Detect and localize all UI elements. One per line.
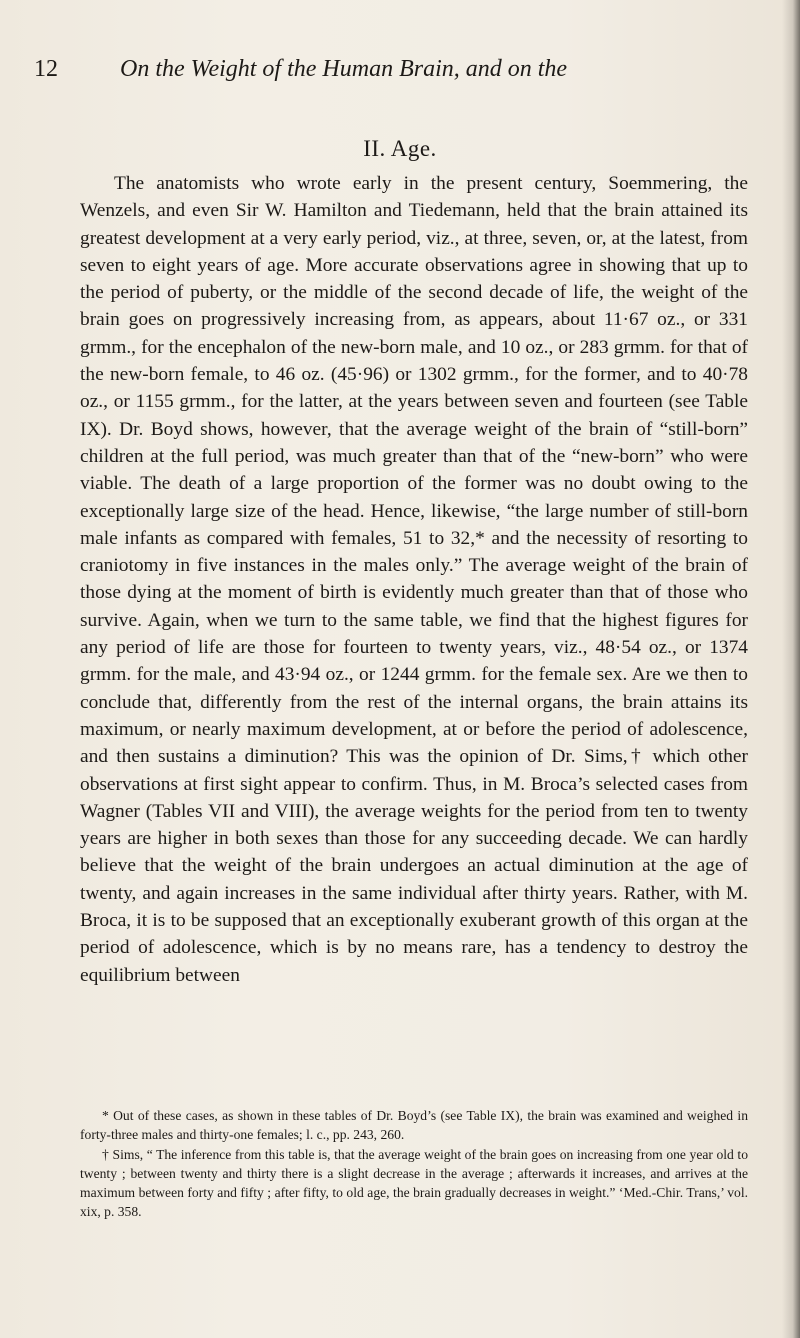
body-text [80, 170, 748, 989]
footnote-asterisk: * Out of these cases, as shown in these tables of Dr. Boyd’s (see Table IX), the brain was examined and weighed in forty-three males and thirty-one females; l. c., pp. 243, 260. [80, 1108, 748, 1143]
section-heading: II. Age. [363, 136, 437, 161]
footnote-dagger: † Sims, “ The inference from this table is, that the average weight of the brain goes on increasing from one year old to twenty ; between twenty and thirty there is a slight decrease in the average ; afterwards it increases, and arrives at the maximum between forty and fifty ; after fifty, to old age, the brain gradually decreases in weight.” ‘Med.-Chir. Trans,’ vol. xix, p. 358. [80, 1146, 748, 1220]
running-head [34, 56, 774, 86]
running-title: On the Weight of the Human Brain, and on the [120, 56, 568, 82]
body-paragraph: The anatomists who wrote early in the present century, Soemmering, the Wenzels, and even Sir W. Hamilton and Tiedemann, held that the brain attained its greatest development at a very early period, viz., at three, seven, or, at the latest, from seven to eight years of age. More accurate observations agree in showing that up to the period of puberty, or the middle of the second decade of life, the weight of the brain goes on progressively increasing from, as appears, about 11·67 oz., or 331 grmm., for the encephalon of the new-born male, and 10 oz., or 283 grmm. for that of the new-born female, to 46 oz. (45·96) or 1302 grmm., for the former, and to 40·78 oz., or 1155 grmm., for the latter, at the years between seven and fourteen (see Table IX). Dr. Boyd shows, however, that the average weight of the brain of “still-born” children at the full period, was much greater than that of the “new-born” who were viable. The death of a large proportion of the former was no doubt owing to the exceptionally large size of the head. Hence, likewise, “the large number of still-born male infants as compared with females, 51 to 32,* and the necessity of resorting to craniotomy in five instances in the males only.” The average weight of the brain of those dying at the moment of birth is evidently much greater than that of those who survive. Again, when we turn to the same table, we find that the highest figures for any period of life are those for fourteen to twenty years, viz., 48·54 oz., or 1374 grmm. for the male, and 43·94 oz., or 1244 grmm. for the female sex. Are we then to conclude that, differently from the rest of the internal organs, the brain attains its maximum, or nearly maximum development, at or before the period of adolescence, and then sustains a diminution? This was the opinion of Dr. Sims,† which other observations at first sight appear to confirm. Thus, in M. Broca’s selected cases from Wagner (Tables VII and VIII), the average weights for the period from ten to twenty years are higher in both sexes than those for any succeeding decade. We can hardly believe that the weight of the brain undergoes an actual diminution at the age of twenty, and again increases in the same individual after thirty years. Rather, with M. Broca, it is to be supposed that an exceptionally exuberant growth of this organ at the period of adolescence, which is by no means rare, has a tendency to destroy the equilibrium between [80, 173, 748, 986]
page-edge-shadow [782, 0, 800, 1338]
footnotes [80, 1106, 748, 1222]
page-number: 12 [34, 56, 58, 82]
